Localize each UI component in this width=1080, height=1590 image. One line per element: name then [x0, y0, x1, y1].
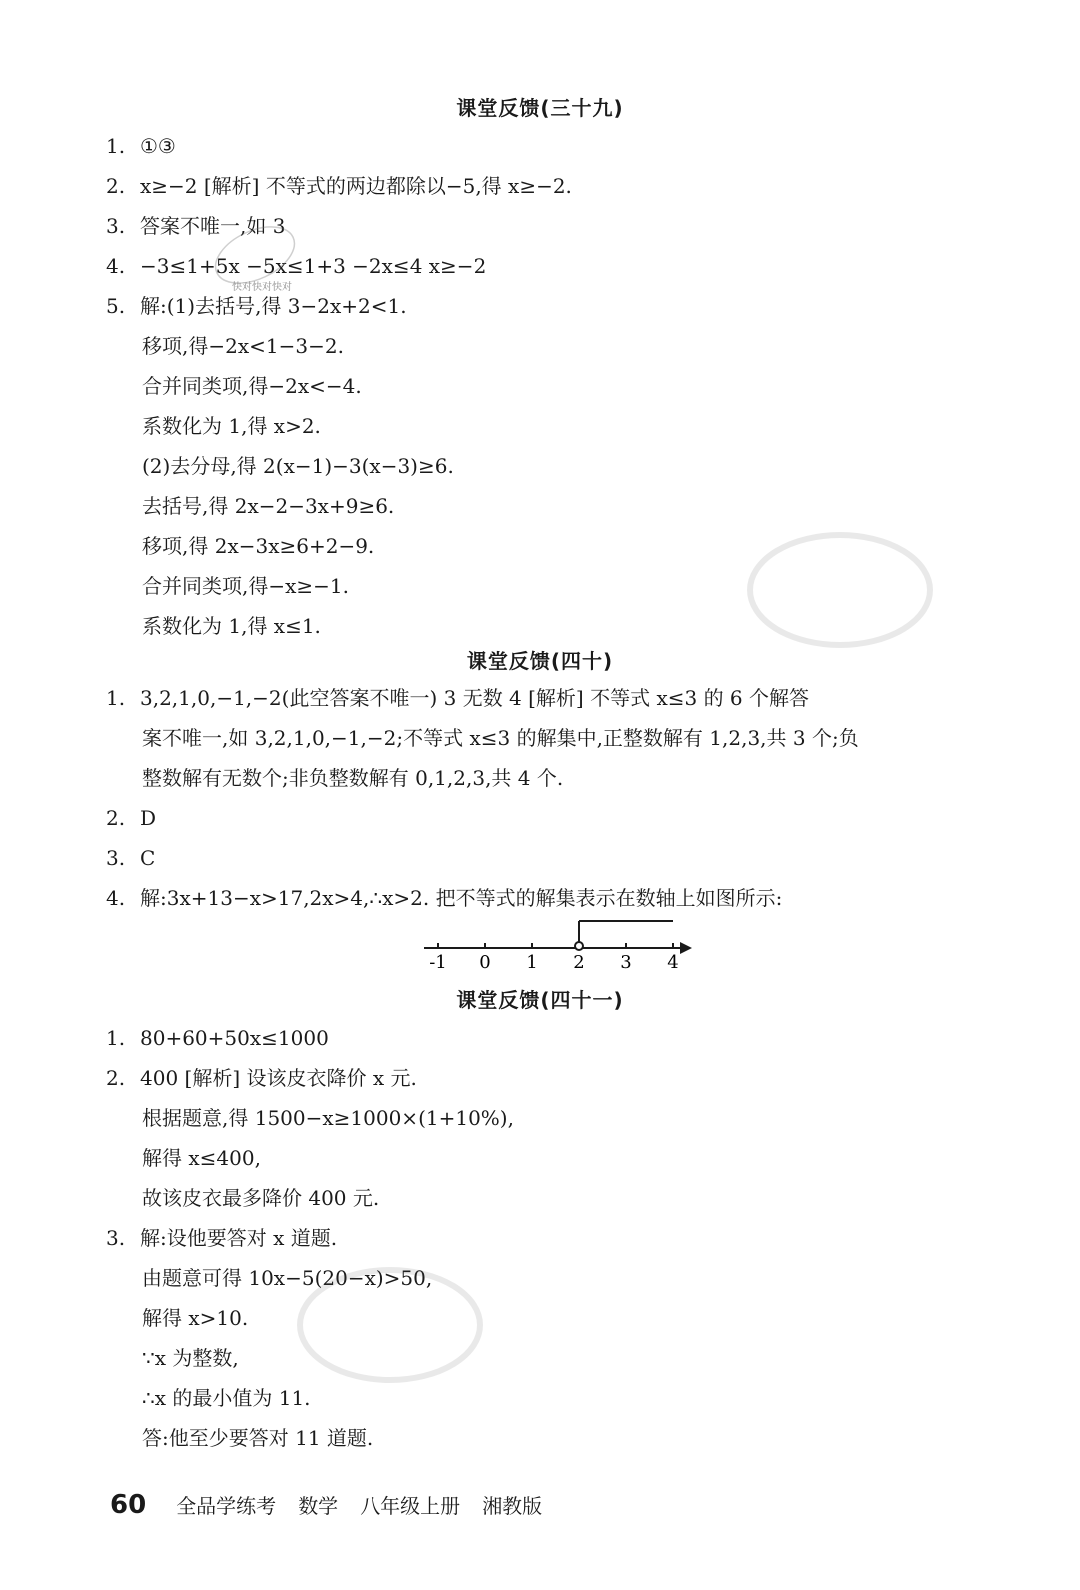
axis-tick-label: 1 [526, 952, 538, 973]
edition: 湘教版 [482, 1494, 543, 1518]
book-title: 全品学练考 [176, 1494, 277, 1518]
s39-step: 移项,得 2x−3x≥6+2−9. [142, 534, 375, 558]
s39-step: 合并同类项,得−2x<−4. [142, 374, 362, 398]
s40-item-4: 4. 解:3x+13−x>17,2x>4,∴x>2. 把不等式的解集表示在数轴上如图所示: [106, 886, 783, 910]
s40-item-3: 3. C [106, 846, 156, 870]
s40-item-1-cont: 案不唯一,如 3,2,1,0,−1,−2;不等式 x≤3 的解集中,正整数解有 1,2,3,共 3 个;负 [142, 726, 859, 750]
s39-step: 系数化为 1,得 x≤1. [142, 614, 321, 638]
watermark-logo [740, 510, 940, 670]
axis-tick-label: 4 [667, 952, 679, 973]
s41-item-3-step: ∵x 为整数, [142, 1346, 239, 1370]
section-title-40: 课堂反馈(四十) [466, 649, 614, 673]
section-title-41: 课堂反馈(四十一) [456, 988, 624, 1012]
s39-item-3: 3. 答案不唯一,如 3 [106, 214, 286, 238]
s40-item-1: 1. 3,2,1,0,−1,−2(此空答案不唯一) 3 无数 4 [解析] 不等式 x≤3 的 6 个解答 [106, 686, 810, 710]
s41-item-3-step: 解得 x>10. [142, 1306, 249, 1330]
stamp-text: 快对快对快对 [232, 282, 292, 293]
axis-tick-label: 2 [573, 952, 585, 973]
axis-tick-label: 0 [479, 952, 491, 973]
s39-step: 系数化为 1,得 x>2. [142, 414, 321, 438]
s40-item-1-cont: 整数解有无数个;非负整数解有 0,1,2,3,共 4 个. [142, 766, 564, 790]
s39-step: 合并同类项,得−x≥−1. [142, 574, 349, 598]
s39-step: 去括号,得 2x−2−3x+9≥6. [142, 494, 395, 518]
axis-arrow [680, 942, 692, 954]
watermark-logo [290, 1250, 490, 1400]
s41-item-2-step: 故该皮衣最多降价 400 元. [142, 1186, 380, 1210]
open-endpoint [575, 942, 583, 950]
page-number: 60 [110, 1490, 147, 1520]
s39-item-2: 2. x≥−2 [解析] 不等式的两边都除以−5,得 x≥−2. [106, 174, 572, 198]
grade: 八年级上册 [360, 1494, 461, 1518]
axis-tick-label: -1 [429, 952, 447, 973]
s41-item-3-step: ∴x 的最小值为 11. [142, 1386, 311, 1410]
s41-item-3: 3. 解:设他要答对 x 道题. [106, 1226, 338, 1250]
s41-item-2: 2. 400 [解析] 设该皮衣降价 x 元. [106, 1066, 417, 1090]
s39-step: 移项,得−2x<1−3−2. [142, 334, 344, 358]
axis-tick-label: 3 [620, 952, 632, 973]
number-line [420, 918, 700, 973]
s41-item-3-step: 答:他至少要答对 11 道题. [142, 1426, 374, 1450]
s41-item-2-step: 根据题意,得 1500−x≥1000×(1+10%), [142, 1106, 514, 1130]
page-footer [110, 1490, 564, 1520]
s39-step: (2)去分母,得 2(x−1)−3(x−3)≥6. [142, 454, 454, 478]
section-title-39: 课堂反馈(三十九) [456, 96, 624, 120]
s39-item-4: 4. −3≤1+5x −5x≤1+3 −2x≤4 x≥−2 [106, 254, 487, 278]
s40-item-2: 2. D [106, 806, 157, 830]
s39-item-5: 5. 解:(1)去括号,得 3−2x+2<1. [106, 294, 407, 318]
subject: 数学 [298, 1494, 339, 1518]
s41-item-3-step: 由题意可得 10x−5(20−x)>50, [142, 1266, 433, 1290]
s41-item-2-step: 解得 x≤400, [142, 1146, 261, 1170]
s39-item-1: 1. ①③ [106, 134, 176, 158]
s41-item-1: 1. 80+60+50x≤1000 [106, 1026, 329, 1050]
